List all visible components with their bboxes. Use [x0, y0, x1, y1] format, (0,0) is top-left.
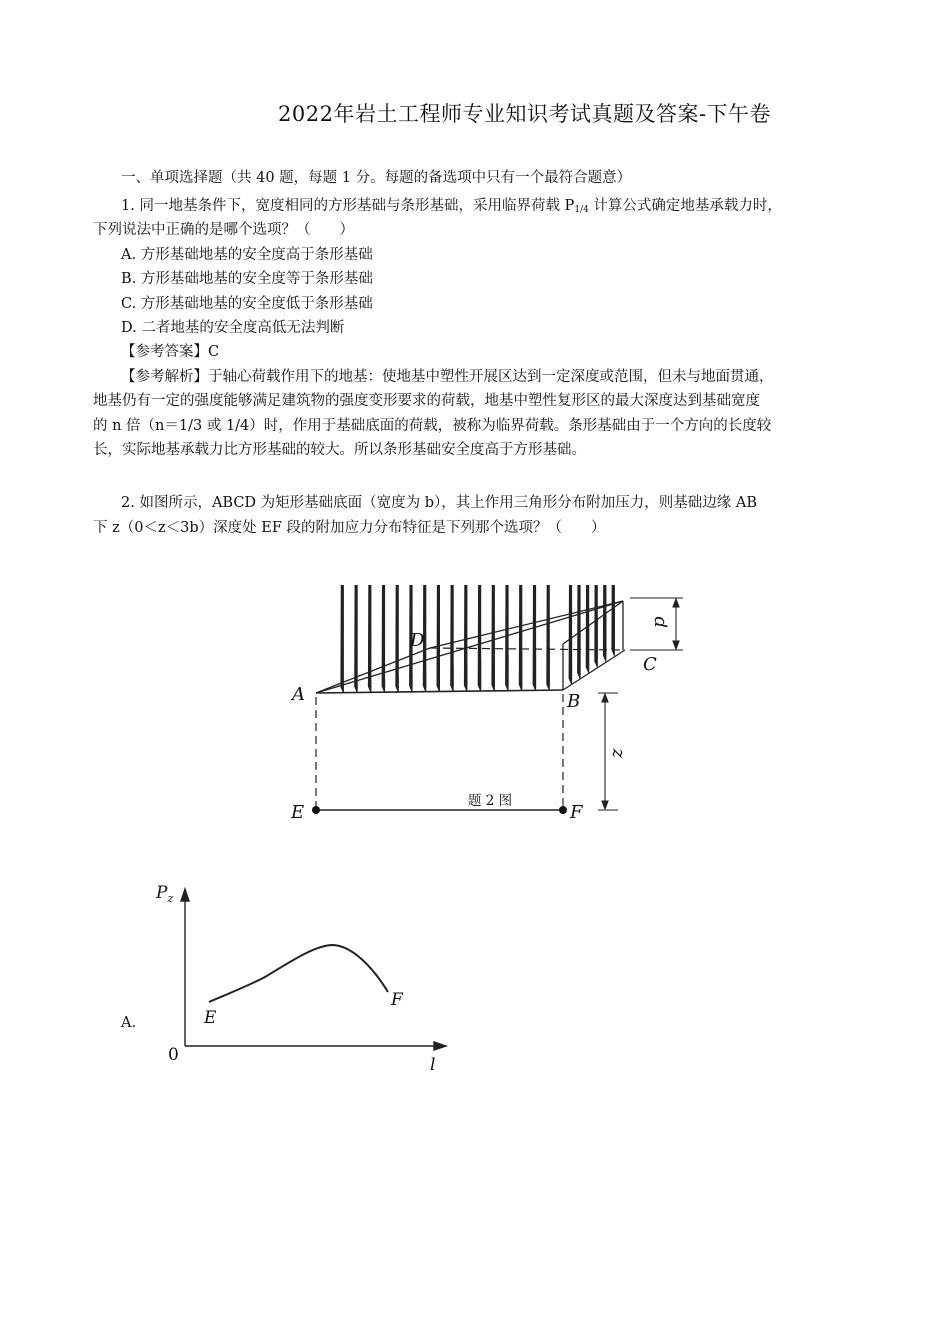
load-arrow-ab-head — [451, 585, 454, 691]
load-arrow-ab-head — [341, 585, 344, 693]
load-arrow-ab-head — [478, 585, 481, 691]
load-top-edge-front — [316, 601, 623, 693]
label-f: F — [570, 802, 583, 823]
q1-stem-subscript: 1/4 — [574, 205, 589, 215]
load-arrow-bc-head — [578, 585, 581, 679]
load-arrow-ab-head — [368, 585, 371, 692]
load-arrow-ab-head — [464, 585, 467, 691]
q1-stem-tail: 计算公式确定地基承载力时， — [593, 198, 782, 214]
label-c: C — [643, 654, 657, 675]
y-axis-label: $P_z$ — [156, 883, 174, 905]
q2-stem-line1: 2. 如图所示，ABCD 为矩形基础底面（宽度为 b），其上作用三角形分布附加压力，则基础边缘 AB — [121, 495, 758, 511]
q1-answer: 【参考答案】C — [121, 344, 220, 360]
point-e — [312, 806, 320, 814]
page-title: 2022年岩土工程师专业知识考试真题及答案-下午卷 — [278, 102, 772, 126]
q1-option-d: D. 二者地基的安全度高低无法判断 — [121, 320, 345, 336]
y-axis-arrow — [181, 889, 189, 901]
curve-end-label: F — [391, 990, 403, 1010]
label-b: B — [567, 691, 581, 712]
q1-analysis-line4: 长，实际地基承载力比方形基础的较大。所以条形基础安全度高于方形基础。 — [93, 442, 586, 458]
load-arrow-ab-head — [533, 585, 536, 690]
q1-analysis-line3: 的 n 倍（n＝1/3 或 1/4）时，作用于基础底面的荷载，被称为临界荷载。条形基础由于一个方向的长度较 — [93, 418, 772, 434]
load-top-edge-back — [430, 601, 623, 648]
load-arrow-ab-head — [492, 585, 495, 691]
q1-stem-line2: 下列说法中正确的是哪个选项？（ ） — [93, 222, 354, 238]
x-axis-arrow — [434, 1042, 446, 1050]
label-z: z — [606, 748, 627, 758]
q1-stem-text: 1. 同一地基条件下，宽度相同的方形基础与条形基础，采用临界荷载 P — [121, 198, 575, 214]
load-arrow-bc-head — [612, 585, 615, 656]
load-arrow-ab-head — [355, 585, 358, 693]
load-arrow-bc-head — [595, 585, 598, 667]
q1-option-c: C. 方形基础地基的安全度低于条形基础 — [121, 296, 373, 312]
q1-option-b: B. 方形基础地基的安全度等于条形基础 — [121, 271, 373, 287]
q2-stem-line2: 下 z（0＜z＜3b）深度处 EF 段的附加应力分布特征是下列那个选项？（ ） — [93, 520, 606, 536]
curve-start-label: E — [204, 1008, 217, 1028]
edge-bc — [563, 650, 625, 690]
q1-analysis-line1: 【参考解析】于轴心荷载作用下的地基：使地基中塑性开展区达到一定深度或范围，但未与地面贯通， — [121, 369, 774, 385]
q1-option-a: A. 方形基础地基的安全度高于条形基础 — [121, 247, 373, 263]
load-arrow-ab-head — [547, 585, 550, 690]
q1-analysis-line2: 地基仍有一定的强度能够满足建筑物的强度变形要求的荷载，地基中塑性复形区的最大深度达到基础宽度 — [93, 393, 760, 409]
q2-option-a-label: A. — [121, 1015, 137, 1031]
origin-label: 0 — [168, 1045, 179, 1065]
load-arrow-ab-head — [519, 585, 522, 691]
option-a-graph — [150, 875, 450, 1075]
label-a: A — [292, 684, 305, 705]
load-arrow-ab-head — [382, 585, 385, 692]
load-arrow-bc-head — [586, 585, 589, 673]
figure-caption: 题 2 图 — [468, 793, 513, 809]
q1-stem-line1 — [121, 196, 782, 220]
x-axis-label: l — [430, 1055, 436, 1075]
load-arrow-ab-head — [396, 585, 399, 692]
label-p: p — [648, 616, 669, 628]
load-arrow-ab-head — [437, 585, 440, 692]
load-arrow-bc-head — [603, 585, 606, 661]
q2-figure — [280, 585, 700, 830]
section-heading: 一、单项选择题（共 40 题，每题 1 分。每题的备选项中只有一个最符合题意） — [121, 170, 632, 186]
label-e: E — [291, 802, 305, 823]
edge-ad — [316, 648, 430, 693]
label-d: D — [410, 630, 425, 651]
load-arrow-ab-head — [506, 585, 509, 691]
distribution-curve — [209, 945, 388, 1002]
point-f — [559, 806, 567, 814]
load-arrow-bc-head — [569, 585, 572, 684]
